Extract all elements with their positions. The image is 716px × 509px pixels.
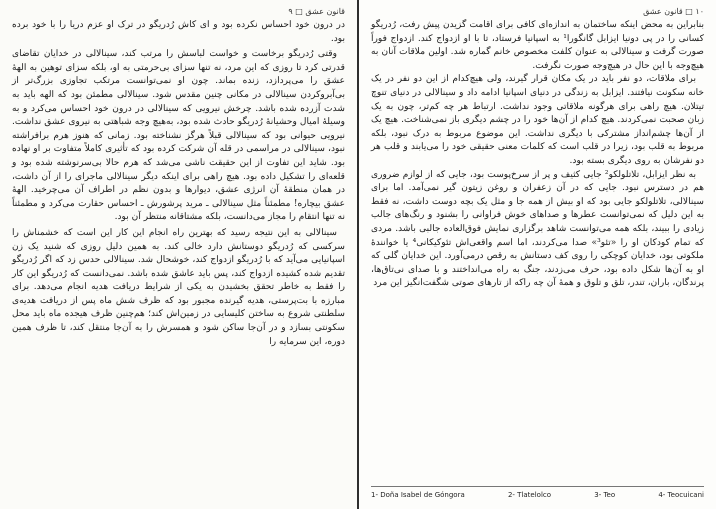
header-ornament-icon: □ [685, 7, 693, 16]
left-page-header [12, 5, 345, 19]
left-header-title [288, 7, 345, 16]
footnote-4: 4- Teocuicani [658, 491, 704, 499]
right-header-title-text: قانون عشق [643, 7, 683, 16]
header-ornament-icon: □ [295, 7, 303, 16]
left-page [0, 0, 357, 509]
left-page-number: ۹ [288, 7, 293, 16]
left-page-body [12, 19, 345, 349]
right-page-number: ۱۰ [695, 7, 704, 16]
right-page-body [371, 19, 704, 291]
footnote-3: 3- Teo [594, 491, 616, 499]
footnote-1: 1- Doña Isabel de Góngora [371, 491, 465, 499]
right-page-header [371, 5, 704, 19]
left-header-title-text: قانون عشق [305, 7, 345, 16]
right-paragraph-3: به نظر ایزابل، تلاتلولکو² جایی کثیف و پر از سرخ‌پوست بود، جایی که از لوازم ضروری هم در دسترس نبود. جایی که در آن زعفران و روغن زیتون گیر نمی‌آمد. اما برای سینالالی، تلاتلولکو جایی بود که او بیش از همه جا و مثل یک بچه دوست داشت، نه فقط به این دلیل که نمی‌توانست عطرها و صداهای خوش فراوانی را بشنود و رنگ‌های جالب زیادی را ببیند، بلکه همه می‌توانست شاهد برگزاری نمایش فوق‌العاده جالبی باشد. مردی که تمام کودکان او را «تئو³» صدا می‌کردند، اما اسم واقعی‌اش تئوکیکانی⁴ یا خوانندهٔ ملکوتی بود، خدایان کوچکی را روی کف دستانش به رقص درمی‌آورد. این خدایان گلی که او به آن‌ها شکل داده بود، حرف می‌زدند، جنگ به راه می‌انداختند و با صدای نی‌تاق‌ها، پرندگان، باران، تندر، تلق و تلوق و همهٔ آن چه راکه از تارهای صوتی شگفت‌انگیز این مرد [371, 169, 705, 289]
left-paragraph-1: در درون خود احساس نکرده بود و ای کاش رُدریگو در ترک او عزم دریا را با خود برده بود. [12, 20, 345, 44]
right-paragraph-1: بنابراین به محض اینکه ساختمان به اندازه‌ای کافی برای اقامت گزیدن پیش رفت، رُدریگو کسانی را در پی دونیا ایزابل گانگورا¹ به اسپانیا فرستاد، تا با او ازدواج کند. ازدواج فوراً صورت گرفت و سینالالی به عنوان کلفت مخصوص خانم گماره شد. اولین ملاقات آنان به هیچ‌وجه با این حال در هیچ‌وجه صورت نگرفت. [371, 20, 704, 71]
right-header-title [643, 7, 704, 16]
right-paragraph-2: برای ملاقات، دو نفر باید در یک مکان قرار گیرند، ولی هیچ‌کدام از این دو نفر در یک خانه سکونت نیافتند. ایزابل به زندگی در دنیای اسپانیا ادامه داد و سینالالی در دنیای تنوچ تیتلان. هیچ راهی برای هرگونه ملاقاتی وجود نداشت. ارتباط هر چه کم‌تر، چون به یک زبان صحبت نمی‌کردند. هیچ کدام از آن‌ها خود را در چشم دیگری باز نمی‌شناخت. هیچ یک از آن‌ها چشم‌انداز مشترکی با دیگری نداشت. این موضوع مربوط به درک نبود، بلکه مربوط به قلب بود، زیرا در قلب است که کلمات معنی حقیقی خود را می‌یابند و قلب هر دو نفرشان به روی دیگری بسته بود. [371, 74, 704, 166]
left-paragraph-3: سینالالی به این نتیجه رسید که بهترین راه انجام این کار این است که خشمناش را سرکسی که رُدریگو دوستانش دارد خالی کند. به همین دلیل روزی که شنید یک زن اسپانیایی می‌آید که با رُدریگو ازدواج کند، خوشحال شد. سینالالی حدس زد که اگر رُدریگو تقدیم شده کشیده ازدواج کند، پس باید عاشق شده باشد. نمی‌دانست که رُدریگو این کار را فقط به خاطر تحقق بخشیدن به یکی از شرایط دریافت هدیه انجام می‌دهد. برای مبارزه با بت‌پرستی، هدیه گیرنده مجبور بود که ظرف شش ماه پس از دریافت هدیه‌ی سلطنتی شروع به ساختن کلیسایی در زمین‌اش کند؛ هم‌چنین ظرف هیجده ماه باید محل سکونتی بسازد و در آن‌جا ساکن شود و همسرش را به آن‌جا منتقل کند، تا ظرف همین دوره، این سرمایه را [12, 227, 345, 347]
left-paragraph-2: وقتی رُدریگو برخاست و خواست لباسش را مرتب کند، سینالالی در خدایان تقاضای قدرتی کرد تا روزی که این مرد، نه تنها سزای بی‌حرمتی به او، بلکه سزای توهین به الههٔ عشق را می‌پردازد، زنده بماند. چون او نمی‌توانست مرتکب تجاوزی بزرگ‌تر از بی‌آبروکردن سینالالی در مکانی چنین مقدس شود. سینالالی مطمئن بود که الهه باید به شدت آزرده شده باشد. چرخش نیرویی که سینالالی در درون خود احساس می‌کرد و به وسیلهٔ امیال وحشیانهٔ رُدریگو حادث شده بود، به‌هیچ وجه شباهتی به نیروی عشق نداشت. نیرویی حیوانی بود که سینالالی قبلاً هرگز نشناخته بود. زمانی که هنوز هرم برافراشته نبود، سینالالی در مراسمی در قله آن شرکت کرده بود که تأثیری کاملاً متفاوت بر او نهاده بود. شاید این تفاوت از این حقیقت ناشی می‌شد که هرم حالا بی‌سرنوشته شده بود و قلعه‌ای را تشکیل داده بود. هیچ راهی برای اینکه دیگر سینالالی ماجرای را از آن داشت، در همان منطقهٔ آن انرژی عشق، دیوارها و بدون نظم در اطراف آن می‌چرخید. الههٔ عشق بیچاره! مطمئناً مثل سینالالی ـ مرید پرشورش ـ احساس حقارت می‌کرد و مطمئناً نه تنها انتقام را مجاز می‌دانست، بلکه مشتاقانه منتظر آن بود. [12, 49, 345, 223]
right-page [359, 0, 716, 509]
footnotes [371, 486, 704, 499]
footnote-2: 2- Tlatelolco [507, 491, 552, 499]
